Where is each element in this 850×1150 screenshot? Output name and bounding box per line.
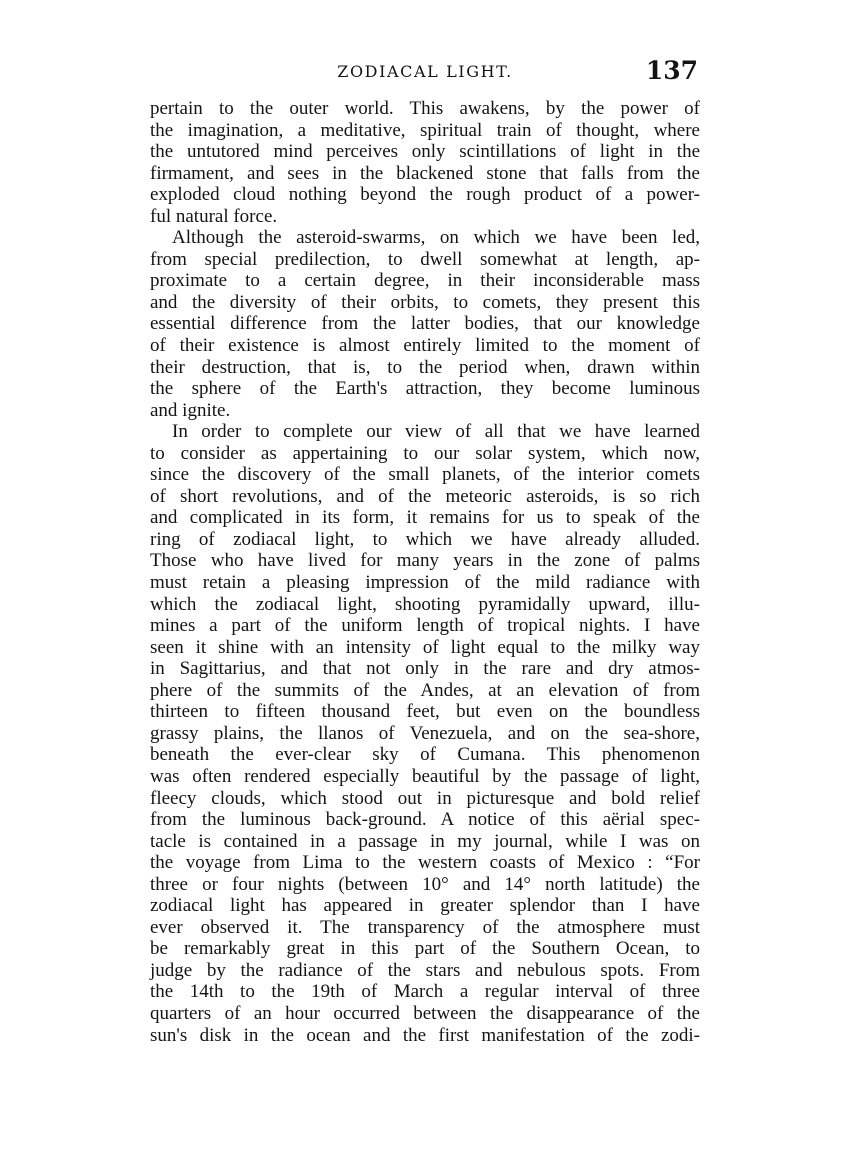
text-line: the voyage from Lima to the western coasts of Mexico : “For [150, 852, 700, 874]
text-line: thirteen to fifteen thousand feet, but even on the boundless [150, 701, 700, 723]
text-line: since the discovery of the small planets, of the interior comets [150, 464, 700, 486]
text-line: pertain to the outer world. This awakens, by the power of [150, 98, 700, 119]
text-line: from the luminous back-ground. A notice of this aërial spec- [150, 809, 700, 831]
text-line: to consider as appertaining to our solar system, which now, [150, 442, 700, 464]
text-line: phere of the summits of the Andes, at an elevation of from [150, 679, 700, 701]
text-line: grassy plains, the llanos of Venezuela, and on the sea-shore, [150, 722, 700, 744]
text-line: and the diversity of their orbits, to comets, they present this [150, 291, 700, 313]
text-line: sun's disk in the ocean and the first manifestation of the zodi- [150, 1024, 700, 1046]
text-line: in Sagittarius, and that not only in the rare and dry atmos- [150, 658, 700, 680]
text-line: zodiacal light has appeared in greater splendor than I have [150, 895, 700, 917]
text-line: ring of zodiacal light, to which we have already alluded. [150, 528, 700, 550]
text-line: seen it shine with an intensity of light equal to the milky way [150, 636, 700, 658]
text-line: essential difference from the latter bodies, that our knowledge [150, 313, 700, 335]
text-line: must retain a pleasing impression of the mild radiance with [150, 572, 700, 594]
text-line: was often rendered especially beautiful by the passage of light, [150, 765, 700, 787]
text-line: Although the asteroid-swarms, on which we have been led, [172, 227, 700, 249]
text-line: tacle is contained in a passage in my journal, while I was on [150, 830, 700, 852]
body-text [150, 98, 700, 1046]
text-line: of short revolutions, and of the meteoric asteroids, is so rich [150, 485, 700, 507]
text-line: and ignite. [150, 399, 231, 421]
text-line: be remarkably great in this part of the Southern Ocean, to [150, 938, 700, 960]
text-line: judge by the radiance of the stars and nebulous spots. From [150, 959, 700, 981]
text-line: exploded cloud nothing beyond the rough product of a power- [150, 184, 700, 206]
text-line: three or four nights (between 10° and 14° north latitude) the [150, 873, 700, 895]
text-line: the 14th to the 19th of March a regular interval of three [150, 981, 700, 1003]
text-line: ful natural force. [150, 205, 278, 227]
text-line: their destruction, that is, to the period when, drawn within [150, 356, 700, 378]
text-line: the sphere of the Earth's attraction, they become luminous [150, 378, 700, 400]
text-line: firmament, and sees in the blackened stone that falls from the [150, 162, 700, 184]
text-line: of their existence is almost entirely limited to the moment of [150, 335, 700, 357]
text-line: In order to complete our view of all that we have learned [172, 421, 700, 443]
text-line: the imagination, a meditative, spiritual train of thought, where [150, 119, 700, 141]
text-line: quarters of an hour occurred between the disappearance of the [150, 1002, 700, 1024]
text-line: mines a part of the uniform length of tropical nights. I have [150, 615, 700, 637]
text-line: which the zodiacal light, shooting pyramidally upward, illu- [150, 593, 700, 615]
text-line: from special predilection, to dwell somewhat at length, ap- [150, 248, 700, 270]
text-line: the untutored mind perceives only scintillations of light in the [150, 141, 700, 163]
running-head: ZODIACAL LIGHT. [337, 62, 513, 81]
page-number: 137 [645, 56, 698, 85]
text-line: fleecy clouds, which stood out in picturesque and bold relief [150, 787, 700, 809]
text-line: proximate to a certain degree, in their inconsiderable mass [150, 270, 700, 292]
text-line: Those who have lived for many years in the zone of palms [150, 550, 700, 572]
text-line: ever observed it. The transparency of the atmosphere must [150, 916, 700, 938]
page-header [150, 56, 700, 96]
text-line: beneath the ever-clear sky of Cumana. This phenomenon [150, 744, 700, 766]
text-line: and complicated in its form, it remains for us to speak of the [150, 507, 700, 529]
